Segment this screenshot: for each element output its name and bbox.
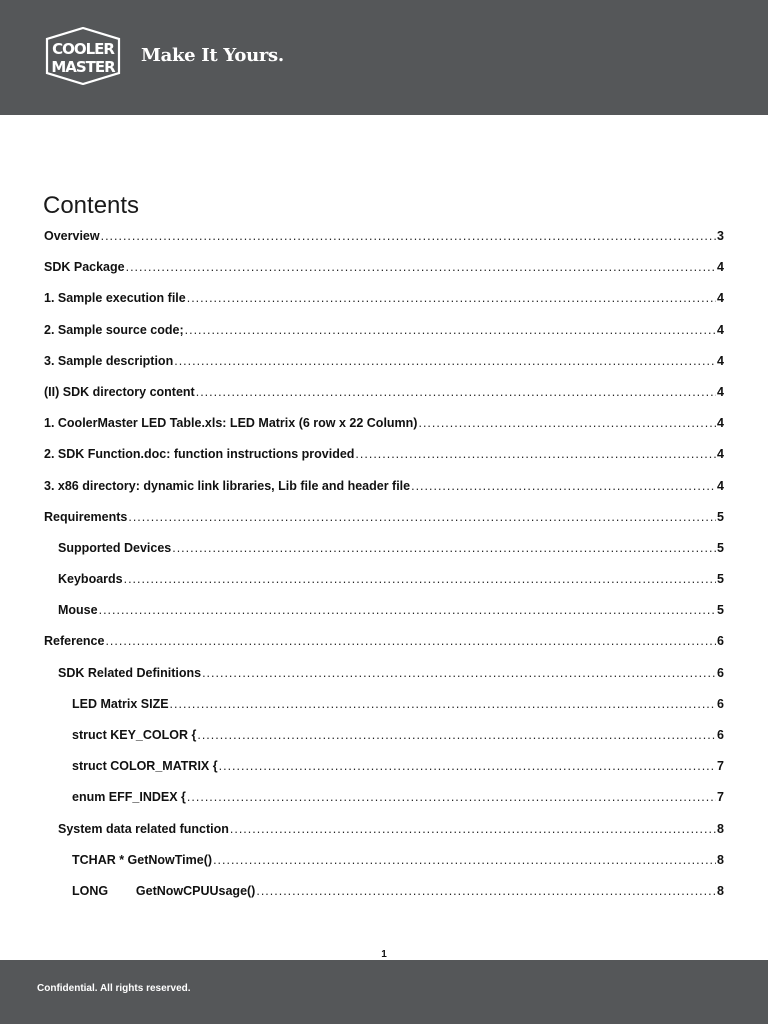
toc-entry-label: System data related function [58, 821, 229, 836]
toc-entry-label: Reference [44, 634, 105, 649]
toc-entry-page: 7 [717, 759, 724, 774]
toc-dot-leader [126, 260, 716, 274]
toc-entry-page: 5 [717, 540, 724, 555]
toc-entry-page: 6 [717, 696, 724, 711]
toc-entry-label: Overview [44, 229, 100, 243]
toc-entry-label: (II) SDK directory content [44, 384, 195, 399]
toc-entry-page: 8 [717, 883, 724, 898]
toc-entry-label: SDK Package [44, 260, 125, 275]
toc-entry-label: Keyboards [58, 572, 123, 587]
page-footer [0, 960, 768, 1024]
toc-dot-leader [256, 884, 716, 898]
toc-entry-page: 4 [717, 291, 724, 306]
toc-entry-label: struct KEY_COLOR { [72, 728, 197, 742]
toc-entry-label: 1. CoolerMaster LED Table.xls: LED Matrix (6 row x 22 Column) [44, 416, 418, 431]
toc-entry[interactable] [44, 759, 724, 790]
toc-entry[interactable] [44, 323, 724, 354]
toc-dot-leader [101, 229, 716, 243]
toc-dot-leader [124, 572, 716, 586]
toc-dot-leader [219, 759, 716, 773]
toc-entry[interactable] [44, 416, 724, 447]
toc-entry-page: 6 [717, 634, 724, 649]
toc-entry[interactable] [44, 354, 724, 385]
toc-entry-label: Requirements [44, 509, 128, 524]
toc-entry[interactable] [44, 260, 724, 291]
toc-entry-label: LED Matrix SIZE [72, 696, 169, 711]
toc-entry-label: 3. Sample description [44, 353, 174, 368]
toc-entry-label: 3. x86 directory: dynamic link libraries, Lib file and header file [44, 478, 411, 493]
toc-entry[interactable] [44, 385, 724, 416]
toc-entry[interactable] [44, 697, 724, 728]
toc-entry-label: TCHAR * GetNowTime() [72, 852, 213, 867]
logo-line-2: MASTER [51, 58, 115, 76]
toc-entry-label: enum EFF_INDEX { [72, 790, 186, 805]
toc-entry-page: 4 [717, 260, 724, 275]
toc-dot-leader [213, 853, 716, 867]
toc-dot-leader [187, 291, 716, 305]
toc-entry-label: 1. Sample execution file [44, 291, 186, 306]
toc-entry[interactable] [44, 510, 724, 541]
toc-entry[interactable] [44, 572, 724, 603]
toc-entry[interactable] [44, 291, 724, 322]
toc-entry[interactable] [44, 634, 724, 665]
toc-entry-page: 4 [717, 384, 724, 399]
toc-dot-leader [355, 447, 716, 461]
toc-entry-page: 6 [717, 665, 724, 680]
logo-line-1: COOLER [52, 40, 114, 58]
toc-dot-leader [185, 323, 716, 337]
page-number: 1 [381, 949, 387, 960]
toc-entry[interactable] [44, 666, 724, 697]
toc-entry-page: 8 [717, 821, 724, 836]
toc-entry[interactable] [44, 728, 724, 759]
toc-entry[interactable] [44, 447, 724, 478]
toc-entry[interactable] [44, 884, 724, 915]
toc-entry-page: 8 [717, 852, 724, 867]
toc-dot-leader [172, 541, 716, 555]
toc-entry-label: 2. SDK Function.doc: function instructions provided [44, 447, 355, 462]
toc-entry[interactable] [44, 603, 724, 634]
toc-dot-leader [197, 728, 716, 742]
toc-dot-leader [411, 479, 716, 493]
toc-entry-page: 5 [717, 572, 724, 587]
toc-entry[interactable] [44, 853, 724, 884]
toc-dot-leader [418, 416, 716, 430]
toc-entry-label: struct COLOR_MATRIX { [72, 759, 218, 774]
toc-entry-label: Mouse [58, 603, 98, 618]
toc-entry-label: 2. Sample source code; [44, 322, 184, 337]
toc-dot-leader [196, 385, 716, 399]
toc-entry[interactable] [44, 822, 724, 853]
toc-dot-leader [174, 354, 716, 368]
toc-entry-page: 4 [717, 353, 724, 368]
toc-entry[interactable] [44, 479, 724, 510]
toc-entry-page: 5 [717, 603, 724, 618]
toc-entry-page: 3 [717, 229, 724, 243]
toc-entry-page: 4 [717, 322, 724, 337]
toc-entry[interactable] [44, 790, 724, 821]
toc-dot-leader [99, 603, 716, 617]
toc-entry[interactable] [44, 541, 724, 572]
toc-entry-page: 6 [717, 728, 724, 742]
toc-entry-label: SDK Related Definitions [58, 665, 202, 680]
toc-dot-leader [128, 510, 716, 524]
page-title: Contents [43, 192, 140, 219]
toc-dot-leader [187, 790, 716, 804]
page-header [0, 0, 768, 115]
toc-entry-page: 4 [717, 447, 724, 462]
toc-dot-leader [105, 634, 716, 648]
toc-entry[interactable] [44, 229, 724, 260]
table-of-contents [44, 229, 724, 915]
toc-entry-label: Supported Devices [58, 540, 172, 555]
brand-tagline: Make It Yours. [141, 45, 284, 66]
confidential-notice: Confidential. All rights reserved. [37, 983, 191, 994]
toc-dot-leader [170, 697, 717, 711]
toc-entry-page: 4 [717, 478, 724, 493]
toc-entry-page: 7 [717, 790, 724, 805]
toc-dot-leader [230, 822, 716, 836]
toc-entry-label: LONG GetNowCPUUsage() [72, 883, 256, 898]
cooler-master-logo [44, 27, 122, 85]
toc-entry-page: 5 [717, 509, 724, 524]
toc-entry-page: 4 [717, 416, 724, 431]
toc-dot-leader [202, 666, 716, 680]
